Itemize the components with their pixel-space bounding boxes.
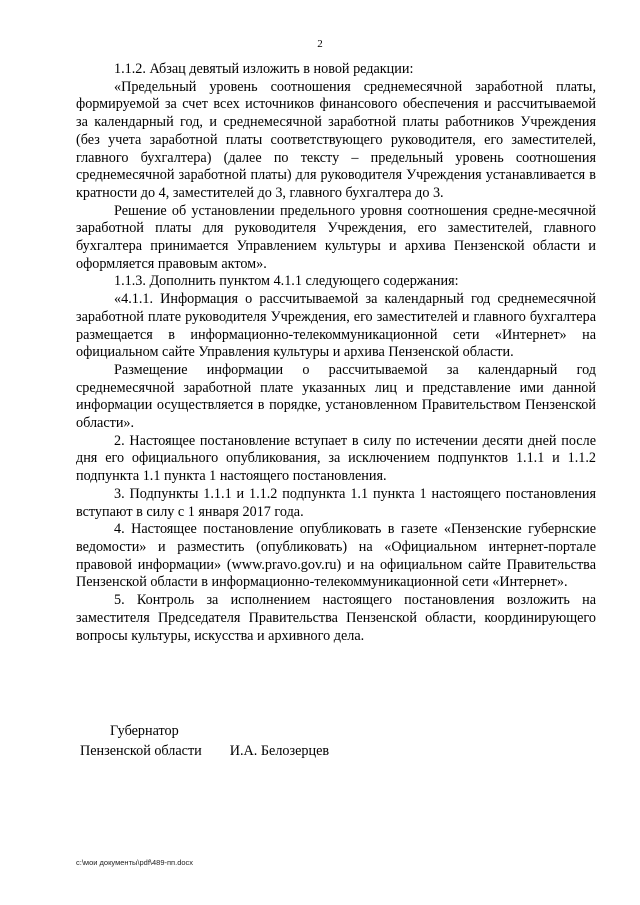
signature-title-line2: Пензенской области <box>80 743 202 759</box>
paragraph: 1.1.3. Дополнить пунктом 4.1.1 следующего содержания: <box>114 273 459 290</box>
paragraph: 1.1.2. Абзац девятый изложить в новой редакции: <box>114 61 414 77</box>
paragraph: 4. Настоящее постановление опубликовать в газете «Пензенские губернские ведомости» и разместить (опубликовать) на «Официальном интернет-портале правовой информации» (www.pravo.gov.ru) и на официальном сайте Правительства Пензенской области в информационно-телекоммуникационной сети «Интернет». <box>76 521 596 591</box>
paragraph: Решение об установлении предельного уровня соотношения средне-месячной заработной платы для руководителя Учреждения, его заместителей, главного бухгалтера принимается Управлением культуры и архива Пензенской области и оформляется правовым актом». <box>76 202 596 272</box>
paragraph: Размещение информации о рассчитываемой за календарный год среднемесячной заработной плате указанных лиц и представление ими данной информации осуществляется в порядке, установленном Правительством Пензенской области». <box>76 361 596 432</box>
footer-file-path: c:\мои документы\pdf\489-пп.docx <box>76 858 194 867</box>
paragraph: «Предельный уровень соотношения среднемесячной заработной платы, формируемой за счет всех источников финансового обеспечения и рассчитываемой за календарный год, и среднемесячной заработной платы работников Учреждения (без учета заработной платы соответствующего руководителя, его заместителей, главного бухгалтера) (далее по тексту – предельный уровень соотношения среднемесячной заработной платы) для руководителя Учреждения устанавливается в кратности до 4, заместителей до 3, главного бухгалтера до 3. <box>76 78 596 201</box>
paragraph: 2. Настоящее постановление вступает в силу по истечении десяти дней после дня его официального опубликования, за исключением подпунктов 1.1.1 и 1.1.2 подпункта 1.1 пункта 1 настоящего постановления. <box>76 432 596 485</box>
signature-title-row <box>76 741 596 761</box>
paragraph: «4.1.1. Информация о рассчитываемой за календарный год среднемесячной заработной плате руководителя Учреждения, его заместителей и главного бухгалтера размещается в информационно-телекоммуникационной сети «Интернет» на официальном сайте Управления культуры и архива Пензенской области. <box>76 291 596 361</box>
paragraph: 5. Контроль за исполнением настоящего постановления возложить на заместителя Председателя Правительства Пензенской области, координирующего вопросы культуры, искусства и архивного дела. <box>76 592 596 644</box>
page-number: 2 <box>317 38 323 50</box>
signatory-name: И.А. Белозерцев <box>229 743 330 759</box>
signature-block <box>76 721 596 761</box>
paragraph: 3. Подпункты 1.1.1 и 1.1.2 подпункта 1.1 пункта 1 настоящего постановления вступают в силу с 1 января 2017 года. <box>76 485 596 520</box>
document-body <box>76 61 596 645</box>
signature-title-line1: Губернатор <box>110 723 179 739</box>
